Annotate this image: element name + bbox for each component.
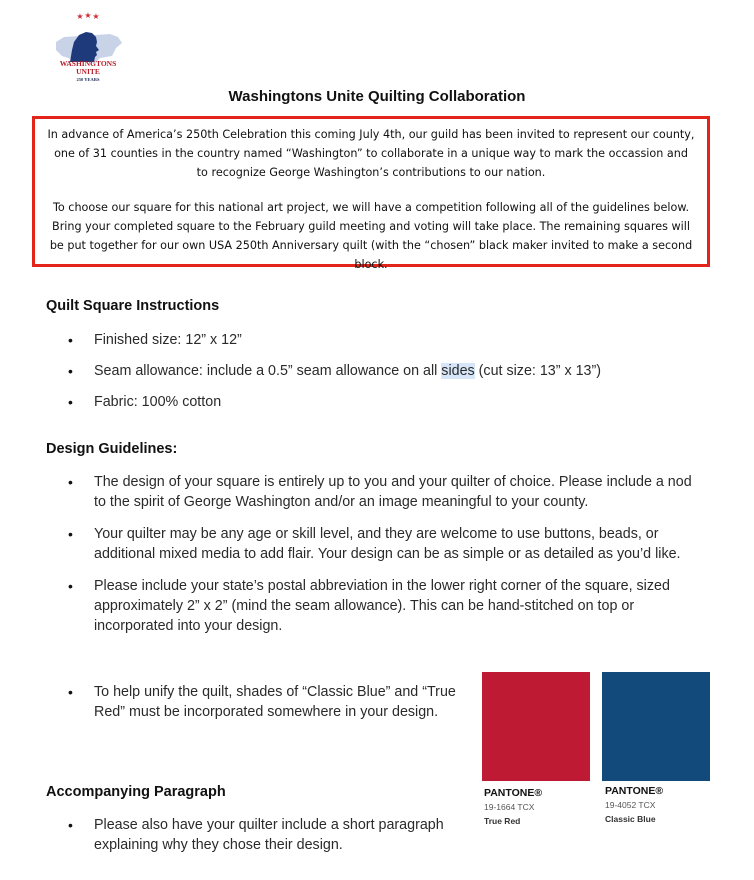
list-item — [64, 361, 684, 381]
list-item — [64, 472, 694, 512]
intro-paragraph-2: To choose our square for this national art project, we will have a competition following all of the guidelines below. Bring your completed square to the February guild meeting and voting will take place. The remaining squares will be put together for our own USA 250th Anniversary quilt (with the “chosen” black maker invited to make a second block. — [49, 201, 693, 271]
paragraph-instruction: Please also have your quilter include a short paragraph explaining why they chose their design. — [94, 817, 444, 853]
instruction-finished-size: Finished size: 12” x 12” — [94, 332, 242, 348]
list-item — [64, 524, 694, 564]
swatch-brand: PANTONE® — [484, 787, 543, 799]
swatch-true-red — [482, 672, 590, 781]
instruction-fabric: Fabric: 100% cotton — [94, 394, 222, 410]
paragraph-heading: Accompanying Paragraph — [46, 784, 226, 800]
swatch-code: 19-4052 TCX — [605, 800, 656, 810]
guidelines-list-b — [64, 682, 464, 722]
list-item — [64, 392, 684, 412]
instruction-seam-cut-size: (cut size: 13” x 13”) — [474, 363, 602, 379]
guidelines-heading: Design Guidelines: — [46, 441, 178, 457]
logo-subtext: 250 YEARS — [76, 77, 100, 82]
instructions-heading: Quilt Square Instructions — [46, 298, 220, 314]
list-item — [64, 330, 684, 350]
star-icon: ★ — [84, 11, 92, 20]
page-title: Washingtons Unite Quilting Collaboration — [228, 88, 526, 105]
logo-text: WASHINGTONS UNITE — [59, 59, 117, 76]
instruction-seam-text: Seam allowance: include a 0.5” seam allowance on all — [94, 363, 442, 379]
logo-stars — [76, 11, 99, 21]
swatch-name: True Red — [484, 816, 521, 826]
star-icon: ★ — [92, 12, 100, 21]
list-item — [64, 576, 694, 636]
paragraph-list — [64, 815, 454, 855]
list-item — [64, 682, 464, 722]
guidelines-list-a — [64, 472, 694, 636]
instructions-list — [64, 330, 684, 412]
guideline-text: Please include your state’s postal abbreviation in the lower right corner of the square, sized approximately 2” x 2” (mind the seam allowance). This can be hand-stitched on top or incorporated into your design. — [94, 578, 670, 634]
intro-paragraph-1: In advance of America’s 250th Celebration this coming July 4th, our guild has been invited to represent our county, one of 31 counties in the country named “Washington” to collaborate in a unique way to mark the occassion and to recognize George Washington’s contributions to our nation. — [47, 128, 695, 179]
swatch-code: 19-1664 TCX — [484, 802, 535, 812]
swatch-brand: PANTONE® — [605, 785, 664, 797]
guideline-text: To help unify the quilt, shades of “Classic Blue” and “True Red” must be incorporated somewhere in your design. — [94, 684, 456, 720]
highlighted-word: sides — [441, 363, 475, 379]
swatch-classic-blue — [602, 672, 710, 781]
swatch-name: Classic Blue — [605, 814, 656, 824]
intro-box — [32, 116, 710, 271]
guideline-text: Your quilter may be any age or skill level, and they are welcome to use buttons, beads, or additional mixed media to add flair. Your design can be as simple or as detailed as you’d like. — [94, 526, 681, 562]
list-item — [64, 815, 454, 855]
guideline-text: The design of your square is entirely up to you and your quilter of choice. Please include a nod to the spirit of George Washington and/or an image meaningful to your county. — [94, 474, 692, 510]
star-icon: ★ — [76, 12, 84, 21]
